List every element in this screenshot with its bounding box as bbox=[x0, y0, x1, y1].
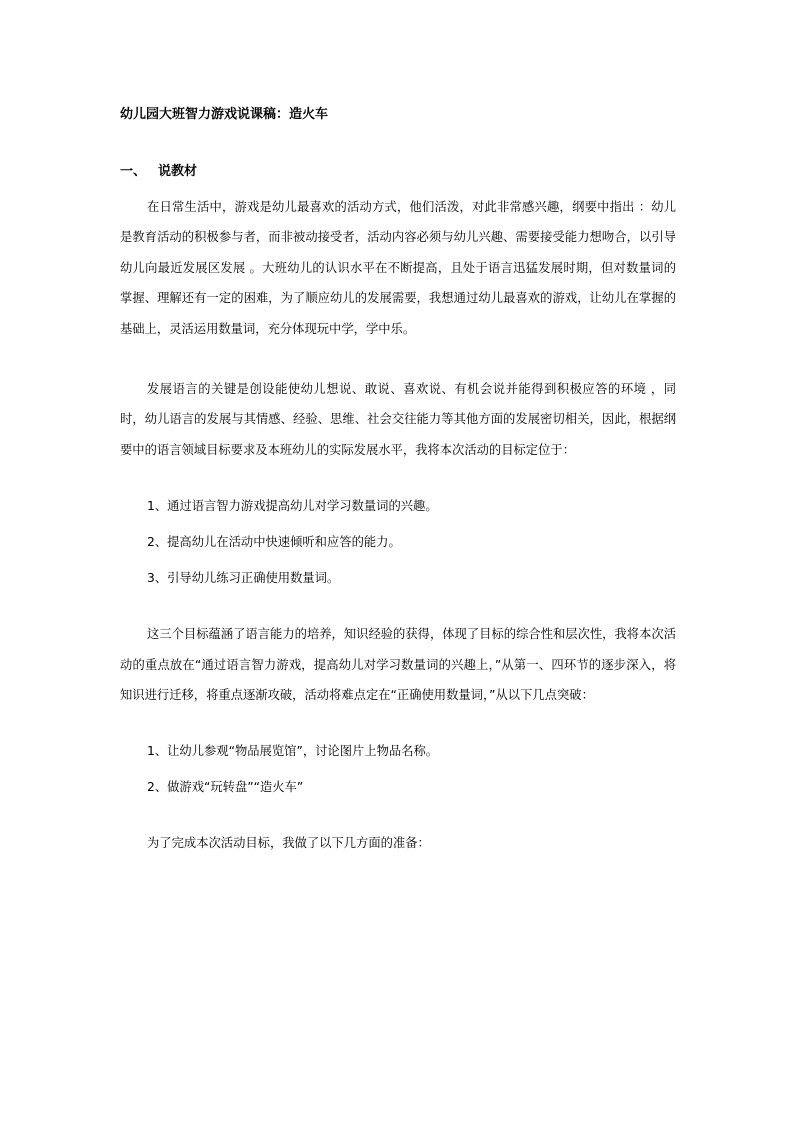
goal-item-2: 2、提高幼儿在活动中快速倾听和应答的能力。 bbox=[147, 535, 401, 550]
goal-item-1: 1、通过语言智力游戏提高幼儿对学习数量词的兴趣。 bbox=[147, 499, 438, 514]
section-number: 一、 bbox=[120, 164, 147, 179]
goal-item-3: 3、引导幼儿练习正确使用数量词。 bbox=[147, 571, 340, 586]
paragraph-language-development: 发展语言的关键是创设能使幼儿想说、敢说、喜欢说、有机会说并能得到积极应答的环境 ，同时，幼儿语言的发展与其情感、经验、思维、社会交往能力等其他方面的发展密切相关，因此，根据纲要中的语言领域目标要求及本班幼儿的实际发展水平，我将本次活动的目标定位于： bbox=[120, 382, 676, 457]
paragraph-preparation: 为了完成本次活动目标，我做了以下几方面的准备： bbox=[147, 836, 430, 851]
section-heading bbox=[120, 161, 676, 183]
paragraph-focus: 这三个目标蕴涵了语言能力的培养，知识经验的获得，体现了目标的综合性和层次性，我将本次活动的重点放在“通过语言智力游戏，提高幼儿对学习数量词的兴趣上，”从第一、四环节的逐步深入，将知识进行迁移，将重点逐渐攻破，活动将难点定在“正确使用数量词，”从以下几点突破： bbox=[120, 627, 676, 703]
step-item-2: 2、做游戏“玩转盘”“造火车” bbox=[147, 780, 304, 795]
step-item-1: 1、让幼儿参观“物品展览馆”，讨论图片上物品名称。 bbox=[147, 744, 439, 759]
document-title: 幼儿园大班智力游戏说课稿：造火车 bbox=[120, 107, 329, 122]
paragraph-intro: 在日常生活中，游戏是幼儿最喜欢的活动方式，他们活泼，对此非常感兴趣，纲要中指出 ：幼儿是教育活动的积极参与者，而非被动接受者，活动内容必须与幼儿兴趣、需要接受能力想吻合，以引导幼儿向最近发展区发展 。大班幼儿的认识水平在不断提高，且处于语言迅猛发展时期，但对数量词的掌握、理解还有一定的困难，为了顺应幼儿的发展需要，我想通过幼儿最喜欢的游戏，让幼儿在掌握的基础上，灵活运用数量词，充分体现玩中学，学中乐。 bbox=[120, 200, 676, 336]
document-page bbox=[120, 104, 676, 859]
section-title: 说教材 bbox=[158, 164, 198, 179]
